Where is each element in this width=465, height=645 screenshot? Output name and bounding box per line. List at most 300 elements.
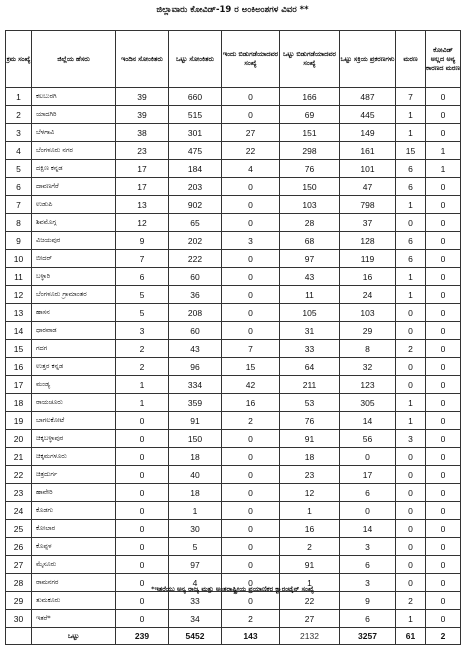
cell-today-infected: 0 (116, 466, 169, 484)
cell-district-name: ಗದಗ (32, 340, 116, 358)
cell-today-discharged: 0 (222, 556, 280, 574)
cell-deaths: 1 (396, 124, 426, 142)
cell-deaths: 1 (396, 286, 426, 304)
cell-total-infected: 65 (169, 214, 222, 232)
cell-today-infected: 0 (116, 574, 169, 592)
cell-serial-no: 6 (6, 178, 32, 196)
cell-total-discharged: 53 (280, 394, 340, 412)
cell-non-covid-deaths: 0 (426, 250, 461, 268)
header-today-discharged: ಇಂದು ಬಿಡುಗಡೆಯಾದವರ ಸಂಖ್ಯೆ (222, 31, 280, 88)
cell-deaths: 0 (396, 574, 426, 592)
cell-active-cases: 3 (340, 538, 396, 556)
cell-total-discharged: 105 (280, 304, 340, 322)
cell-today-infected: 0 (116, 502, 169, 520)
cell-serial-no: 21 (6, 448, 32, 466)
cell-district-name: ಬೀದರ್ (32, 250, 116, 268)
cell-active-cases: 0 (340, 502, 396, 520)
cell-total-discharged: 68 (280, 232, 340, 250)
cell-serial-no: 24 (6, 502, 32, 520)
cell-active-cases: 487 (340, 88, 396, 106)
table-row (6, 322, 461, 340)
cell-serial-no: 19 (6, 412, 32, 430)
cell-today-discharged: 0 (222, 466, 280, 484)
cell-today-discharged: 2 (222, 610, 280, 628)
cell-active-cases: 14 (340, 412, 396, 430)
cell-non-covid-deaths: 0 (426, 232, 461, 250)
table-row (6, 268, 461, 286)
cell-non-covid-deaths: 0 (426, 466, 461, 484)
cell-district-name: ಚಿಕ್ಕಬಳ್ಳಾಪುರ (32, 430, 116, 448)
cell-serial-no: 27 (6, 556, 32, 574)
district-stats-table (5, 30, 461, 645)
cell-today-infected: 9 (116, 232, 169, 250)
cell-today-infected: 0 (116, 556, 169, 574)
table-row (6, 124, 461, 142)
cell-today-discharged: 0 (222, 538, 280, 556)
cell-serial-no: 10 (6, 250, 32, 268)
cell-total-discharged: 76 (280, 160, 340, 178)
cell-deaths: 6 (396, 250, 426, 268)
cell-serial-no: 4 (6, 142, 32, 160)
cell-deaths: 0 (396, 538, 426, 556)
cell-non-covid-deaths: 0 (426, 178, 461, 196)
cell-non-covid-deaths: 0 (426, 484, 461, 502)
header-total-discharged: ಒಟ್ಟು ಬಿಡುಗಡೆಯಾದವರ ಸಂಖ್ಯೆ (280, 31, 340, 88)
cell-total-infected: 33 (169, 592, 222, 610)
cell-total-infected: 4 (169, 574, 222, 592)
cell-district-name: ದಕ್ಷಿಣ ಕನ್ನಡ (32, 160, 116, 178)
cell-total-infected: 184 (169, 160, 222, 178)
table-row (6, 88, 461, 106)
cell-today-infected: 17 (116, 178, 169, 196)
cell-serial-no: 2 (6, 106, 32, 124)
cell-non-covid-deaths: 1 (426, 160, 461, 178)
cell-total-infected: 60 (169, 268, 222, 286)
totals-total-infected: 5452 (169, 628, 222, 645)
cell-active-cases: 798 (340, 196, 396, 214)
cell-deaths: 0 (396, 466, 426, 484)
table-row (6, 484, 461, 502)
cell-active-cases: 6 (340, 556, 396, 574)
cell-today-infected: 1 (116, 394, 169, 412)
cell-non-covid-deaths: 0 (426, 106, 461, 124)
cell-today-discharged: 3 (222, 232, 280, 250)
table-header (6, 31, 461, 88)
cell-deaths: 1 (396, 268, 426, 286)
cell-deaths: 0 (396, 214, 426, 232)
cell-total-infected: 150 (169, 430, 222, 448)
cell-district-name: ಬೆಂಗಳೂರು ಗ್ರಾಮಾಂತರ (32, 286, 116, 304)
cell-today-infected: 12 (116, 214, 169, 232)
table-row (6, 286, 461, 304)
cell-active-cases: 128 (340, 232, 396, 250)
cell-today-discharged: 15 (222, 358, 280, 376)
cell-district-name: ಮೈಸೂರು (32, 556, 116, 574)
cell-deaths: 0 (396, 304, 426, 322)
table-row (6, 556, 461, 574)
cell-non-covid-deaths: 0 (426, 556, 461, 574)
table-row (6, 214, 461, 232)
totals-today-discharged: 143 (222, 628, 280, 645)
cell-today-infected: 13 (116, 196, 169, 214)
cell-non-covid-deaths: 0 (426, 304, 461, 322)
cell-deaths: 1 (396, 412, 426, 430)
cell-non-covid-deaths: 0 (426, 412, 461, 430)
cell-deaths: 7 (396, 88, 426, 106)
cell-serial-no: 15 (6, 340, 32, 358)
header-serial-no: ಕ್ರಮ ಸಂಖ್ಯೆ (6, 31, 32, 88)
cell-today-infected: 0 (116, 448, 169, 466)
header-row (6, 31, 461, 88)
cell-district-name: ಬೆಂಗಳೂರು ನಗರ (32, 142, 116, 160)
cell-today-discharged: 0 (222, 88, 280, 106)
cell-serial-no: 22 (6, 466, 32, 484)
cell-total-infected: 334 (169, 376, 222, 394)
cell-today-infected: 5 (116, 304, 169, 322)
cell-total-infected: 202 (169, 232, 222, 250)
cell-total-discharged: 298 (280, 142, 340, 160)
cell-total-infected: 34 (169, 610, 222, 628)
cell-district-name: ಬಳ್ಳಾರಿ (32, 268, 116, 286)
cell-active-cases: 161 (340, 142, 396, 160)
cell-today-discharged: 0 (222, 448, 280, 466)
cell-today-infected: 38 (116, 124, 169, 142)
table-row (6, 250, 461, 268)
header-today-infected: ಇಂದಿನ ಸೋಂಕಿತರು (116, 31, 169, 88)
header-district-name: ಜಿಲ್ಲೆಯ ಹೆಸರು (32, 31, 116, 88)
cell-today-discharged: 0 (222, 196, 280, 214)
footnote: *ಇತರೆಯು ಅನ್ಯ ರಾಜ್ಯ ಮತ್ತು ಅಂತರಾಷ್ಟ್ರೀಯ ಪ್ರಯಾಣಿಕರ ಕ್ವಾರಂಟೈನ್ ಸಂಖ್ಯೆ (151, 585, 314, 593)
cell-today-discharged: 0 (222, 574, 280, 592)
cell-deaths: 1 (396, 106, 426, 124)
cell-today-discharged: 42 (222, 376, 280, 394)
cell-non-covid-deaths: 0 (426, 124, 461, 142)
cell-deaths: 0 (396, 358, 426, 376)
cell-deaths: 0 (396, 502, 426, 520)
cell-non-covid-deaths: 0 (426, 88, 461, 106)
cell-total-discharged: 27 (280, 610, 340, 628)
cell-serial-no: 17 (6, 376, 32, 394)
cell-today-discharged: 0 (222, 484, 280, 502)
cell-non-covid-deaths: 0 (426, 376, 461, 394)
cell-today-infected: 7 (116, 250, 169, 268)
cell-active-cases: 56 (340, 430, 396, 448)
cell-district-name: ಬೆಳಗಾವಿ (32, 124, 116, 142)
cell-total-infected: 359 (169, 394, 222, 412)
cell-non-covid-deaths: 0 (426, 268, 461, 286)
cell-active-cases: 37 (340, 214, 396, 232)
cell-today-discharged: 0 (222, 106, 280, 124)
cell-non-covid-deaths: 0 (426, 448, 461, 466)
cell-serial-no: 26 (6, 538, 32, 556)
totals-today-infected: 239 (116, 628, 169, 645)
cell-today-infected: 0 (116, 538, 169, 556)
cell-total-discharged: 64 (280, 358, 340, 376)
cell-serial-no: 20 (6, 430, 32, 448)
cell-total-discharged: 1 (280, 574, 340, 592)
cell-today-discharged: 2 (222, 412, 280, 430)
cell-today-infected: 0 (116, 592, 169, 610)
table-row (6, 502, 461, 520)
table-row (6, 394, 461, 412)
header-active-cases: ಒಟ್ಟು ಸಕ್ರಿಯ ಪ್ರಕರಣಗಳು (340, 31, 396, 88)
totals-serial-cell (6, 628, 32, 645)
cell-active-cases: 24 (340, 286, 396, 304)
cell-total-infected: 30 (169, 520, 222, 538)
cell-deaths: 0 (396, 484, 426, 502)
cell-total-discharged: 150 (280, 178, 340, 196)
cell-today-infected: 2 (116, 358, 169, 376)
cell-total-infected: 40 (169, 466, 222, 484)
cell-today-discharged: 0 (222, 304, 280, 322)
cell-non-covid-deaths: 0 (426, 196, 461, 214)
cell-total-infected: 222 (169, 250, 222, 268)
cell-district-name: ರಾಯಚೂರು (32, 394, 116, 412)
cell-deaths: 0 (396, 322, 426, 340)
cell-total-discharged: 22 (280, 592, 340, 610)
cell-deaths: 15 (396, 142, 426, 160)
cell-active-cases: 47 (340, 178, 396, 196)
cell-today-infected: 0 (116, 430, 169, 448)
cell-deaths: 6 (396, 160, 426, 178)
cell-deaths: 1 (396, 610, 426, 628)
table-row (6, 610, 461, 628)
cell-deaths: 1 (396, 196, 426, 214)
cell-total-discharged: 16 (280, 520, 340, 538)
cell-non-covid-deaths: 0 (426, 430, 461, 448)
cell-total-infected: 301 (169, 124, 222, 142)
cell-non-covid-deaths: 0 (426, 214, 461, 232)
cell-serial-no: 16 (6, 358, 32, 376)
cell-total-discharged: 91 (280, 430, 340, 448)
cell-non-covid-deaths: 0 (426, 340, 461, 358)
cell-today-infected: 17 (116, 160, 169, 178)
cell-today-discharged: 0 (222, 430, 280, 448)
cell-total-discharged: 166 (280, 88, 340, 106)
cell-today-discharged: 0 (222, 502, 280, 520)
cell-today-infected: 2 (116, 340, 169, 358)
cell-total-infected: 208 (169, 304, 222, 322)
cell-serial-no: 3 (6, 124, 32, 142)
cell-active-cases: 6 (340, 484, 396, 502)
cell-deaths: 6 (396, 178, 426, 196)
cell-district-name: ತುಮಕೂರು (32, 592, 116, 610)
cell-district-name: ಚಿಕ್ಕಮಗಳೂರು (32, 448, 116, 466)
cell-total-discharged: 2 (280, 538, 340, 556)
cell-total-discharged: 33 (280, 340, 340, 358)
cell-active-cases: 3 (340, 574, 396, 592)
cell-district-name: ಶಿವಮೊಗ್ಗ (32, 214, 116, 232)
cell-today-discharged: 4 (222, 160, 280, 178)
table-body (6, 88, 461, 628)
cell-total-discharged: 91 (280, 556, 340, 574)
header-non-covid-deaths: ಕೋವಿಡ್ ಅಲ್ಲದ ಅನ್ಯ ಕಾರಣದ ಮರಣ (426, 31, 461, 88)
table-row (6, 520, 461, 538)
cell-active-cases: 32 (340, 358, 396, 376)
cell-today-infected: 6 (116, 268, 169, 286)
cell-serial-no: 14 (6, 322, 32, 340)
cell-total-infected: 91 (169, 412, 222, 430)
cell-non-covid-deaths: 0 (426, 502, 461, 520)
cell-serial-no: 12 (6, 286, 32, 304)
cell-today-discharged: 0 (222, 322, 280, 340)
cell-total-discharged: 151 (280, 124, 340, 142)
cell-deaths: 2 (396, 592, 426, 610)
cell-deaths: 6 (396, 232, 426, 250)
table-row (6, 538, 461, 556)
cell-active-cases: 0 (340, 448, 396, 466)
table-row (6, 358, 461, 376)
cell-today-infected: 0 (116, 610, 169, 628)
cell-district-name: ಕೊಡಗು (32, 502, 116, 520)
cell-district-name: ರಾಮನಗರ (32, 574, 116, 592)
cell-non-covid-deaths: 0 (426, 322, 461, 340)
cell-serial-no: 9 (6, 232, 32, 250)
cell-active-cases: 17 (340, 466, 396, 484)
cell-total-discharged: 12 (280, 484, 340, 502)
cell-today-discharged: 7 (222, 340, 280, 358)
cell-active-cases: 16 (340, 268, 396, 286)
cell-total-discharged: 18 (280, 448, 340, 466)
cell-active-cases: 9 (340, 592, 396, 610)
cell-active-cases: 445 (340, 106, 396, 124)
cell-serial-no: 25 (6, 520, 32, 538)
cell-total-discharged: 76 (280, 412, 340, 430)
table-row (6, 376, 461, 394)
cell-non-covid-deaths: 0 (426, 574, 461, 592)
cell-district-name: ಧಾರವಾಡ (32, 322, 116, 340)
cell-active-cases: 29 (340, 322, 396, 340)
cell-today-discharged: 0 (222, 214, 280, 232)
cell-total-discharged: 11 (280, 286, 340, 304)
cell-serial-no: 7 (6, 196, 32, 214)
cell-today-infected: 0 (116, 412, 169, 430)
cell-deaths: 1 (396, 394, 426, 412)
cell-district-name: ಬಾಗಲಕೋಟೆ (32, 412, 116, 430)
table-footer (6, 628, 461, 645)
cell-total-infected: 96 (169, 358, 222, 376)
cell-serial-no: 28 (6, 574, 32, 592)
cell-serial-no: 13 (6, 304, 32, 322)
cell-active-cases: 149 (340, 124, 396, 142)
table-row (6, 142, 461, 160)
cell-total-discharged: 23 (280, 466, 340, 484)
cell-active-cases: 14 (340, 520, 396, 538)
cell-deaths: 0 (396, 556, 426, 574)
table-row (6, 106, 461, 124)
cell-total-infected: 36 (169, 286, 222, 304)
cell-serial-no: 30 (6, 610, 32, 628)
cell-non-covid-deaths: 0 (426, 538, 461, 556)
cell-today-discharged: 0 (222, 250, 280, 268)
totals-label: ಒಟ್ಟು (32, 628, 116, 645)
cell-today-infected: 1 (116, 376, 169, 394)
cell-serial-no: 23 (6, 484, 32, 502)
cell-total-infected: 1 (169, 502, 222, 520)
cell-total-discharged: 31 (280, 322, 340, 340)
cell-total-infected: 18 (169, 484, 222, 502)
cell-deaths: 0 (396, 448, 426, 466)
cell-district-name: ಕಲಬುರಗಿ (32, 88, 116, 106)
cell-active-cases: 6 (340, 610, 396, 628)
cell-total-discharged: 1 (280, 502, 340, 520)
cell-today-infected: 0 (116, 484, 169, 502)
cell-total-discharged: 211 (280, 376, 340, 394)
cell-total-infected: 97 (169, 556, 222, 574)
cell-district-name: ಮಂಡ್ಯ (32, 376, 116, 394)
cell-serial-no: 29 (6, 592, 32, 610)
table-row (6, 232, 461, 250)
cell-district-name: ಉಡುಪಿ (32, 196, 116, 214)
header-deaths: ಮರಣ (396, 31, 426, 88)
cell-district-name: ಚಿತ್ರದುರ್ಗ (32, 466, 116, 484)
totals-deaths: 61 (396, 628, 426, 645)
totals-row (6, 628, 461, 645)
cell-today-infected: 39 (116, 88, 169, 106)
cell-district-name: ದಾವಣಗೆರೆ (32, 178, 116, 196)
cell-serial-no: 5 (6, 160, 32, 178)
cell-total-discharged: 103 (280, 196, 340, 214)
cell-district-name: ಉತ್ತರ ಕನ್ನಡ (32, 358, 116, 376)
cell-total-infected: 660 (169, 88, 222, 106)
cell-total-discharged: 69 (280, 106, 340, 124)
cell-today-discharged: 22 (222, 142, 280, 160)
cell-today-discharged: 0 (222, 520, 280, 538)
cell-total-infected: 203 (169, 178, 222, 196)
table-row (6, 412, 461, 430)
cell-serial-no: 18 (6, 394, 32, 412)
cell-active-cases: 103 (340, 304, 396, 322)
cell-district-name: ಇತರೆ* (32, 610, 116, 628)
cell-today-infected: 5 (116, 286, 169, 304)
cell-non-covid-deaths: 0 (426, 592, 461, 610)
cell-non-covid-deaths: 0 (426, 394, 461, 412)
table-row (6, 466, 461, 484)
cell-serial-no: 8 (6, 214, 32, 232)
table-row (6, 196, 461, 214)
cell-total-discharged: 97 (280, 250, 340, 268)
cell-today-discharged: 16 (222, 394, 280, 412)
table-row (6, 340, 461, 358)
cell-deaths: 2 (396, 340, 426, 358)
cell-total-infected: 515 (169, 106, 222, 124)
cell-district-name: ಕೊಪ್ಪಳ (32, 538, 116, 556)
cell-active-cases: 123 (340, 376, 396, 394)
totals-total-discharged: 2132 (280, 628, 340, 645)
table-row (6, 592, 461, 610)
cell-deaths: 0 (396, 520, 426, 538)
cell-non-covid-deaths: 0 (426, 286, 461, 304)
table-row (6, 304, 461, 322)
cell-district-name: ಹಾವೇರಿ (32, 484, 116, 502)
table-row (6, 160, 461, 178)
cell-serial-no: 11 (6, 268, 32, 286)
cell-non-covid-deaths: 0 (426, 358, 461, 376)
cell-total-infected: 18 (169, 448, 222, 466)
cell-total-discharged: 43 (280, 268, 340, 286)
cell-non-covid-deaths: 0 (426, 610, 461, 628)
cell-serial-no: 1 (6, 88, 32, 106)
cell-total-infected: 475 (169, 142, 222, 160)
cell-today-infected: 3 (116, 322, 169, 340)
page-title: ಜಿಲ್ಲಾವಾರು ಕೋವಿಡ್-19 ರ ಅಂಕಿಅಂಶಗಳ ವಿವರ ** (156, 5, 309, 15)
totals-non-covid-deaths: 2 (426, 628, 461, 645)
cell-total-infected: 5 (169, 538, 222, 556)
cell-total-infected: 43 (169, 340, 222, 358)
cell-total-discharged: 28 (280, 214, 340, 232)
cell-total-infected: 902 (169, 196, 222, 214)
cell-active-cases: 8 (340, 340, 396, 358)
